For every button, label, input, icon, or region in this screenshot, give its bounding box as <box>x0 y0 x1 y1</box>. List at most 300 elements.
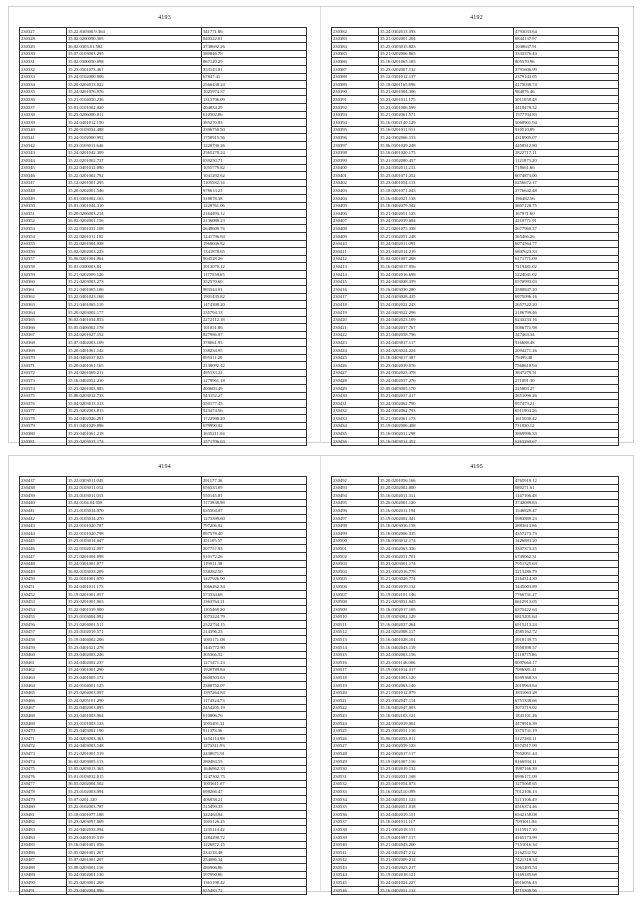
amount-cell: 495133.22 <box>202 369 307 377</box>
code-cell: 35.21.0401065.110 <box>67 301 202 309</box>
table-row <box>332 871 619 879</box>
row-id-cell: 230454 <box>20 606 67 614</box>
amount-cell: 1571706.63 <box>202 438 307 446</box>
code-cell: 35.24.0302023.378 <box>379 369 514 377</box>
amount-cell: 1013070.12 <box>202 263 307 271</box>
code-cell: 35.24.0403028.359 <box>379 278 514 286</box>
code-cell: 35.21.0302009.214 <box>379 856 514 864</box>
row-id-cell: 230500 <box>332 537 379 545</box>
row-id-cell: 230371 <box>20 362 67 370</box>
code-cell: 35.23.0103014.270 <box>67 514 202 522</box>
table-row <box>20 187 307 195</box>
table-row <box>332 636 619 644</box>
table-row <box>332 240 619 248</box>
amount-cell: 910510.89 <box>514 126 619 134</box>
amount-cell: 1275068.65 <box>514 780 619 788</box>
amount-cell: 1273311.93 <box>202 742 307 750</box>
code-cell: 35.24.0302013.593 <box>379 28 514 36</box>
table-row <box>20 871 307 879</box>
table-row <box>332 278 619 286</box>
amount-cell: 7012106.13 <box>514 788 619 796</box>
row-id-cell: 230522 <box>332 704 379 712</box>
row-id-cell: 230507 <box>332 590 379 598</box>
amount-cell: 7766731.27 <box>514 590 619 598</box>
amount-cell: 6516374.46 <box>514 803 619 811</box>
table-row <box>332 689 619 697</box>
row-id-cell: 230519 <box>332 682 379 690</box>
row-id-cell: 230542 <box>332 856 379 864</box>
amount-cell: 6243233.16 <box>514 316 619 324</box>
amount-cell: 3742089.63 <box>514 499 619 507</box>
table-row <box>20 750 307 758</box>
table-row <box>332 849 619 857</box>
row-id-cell: 230361 <box>20 286 67 294</box>
table-row <box>332 583 619 591</box>
amount-cell: 480906.86 <box>202 864 307 872</box>
code-cell: 35.23.0203001.174 <box>379 560 514 568</box>
row-id-cell: 230483 <box>20 826 67 834</box>
amount-cell: 318878.38 <box>202 195 307 203</box>
amount-cell: 597990.86 <box>202 871 307 879</box>
table-row <box>332 179 619 187</box>
row-id-cell: 230355 <box>20 240 67 248</box>
code-cell: 35.21.0302031.168 <box>379 773 514 781</box>
code-cell: 35.01.0301002.163 <box>67 195 202 203</box>
table-row <box>332 803 619 811</box>
table-row <box>332 157 619 165</box>
code-cell: 35.21.0302080.457 <box>379 157 514 165</box>
table-row <box>332 164 619 172</box>
row-id-cell: 230486 <box>20 849 67 857</box>
row-id-cell: 230450 <box>20 575 67 583</box>
table-row <box>20 887 307 895</box>
amount-cell: 4318905.07 <box>514 134 619 142</box>
code-cell: 35.19.0303002.129 <box>379 613 514 621</box>
table-row <box>332 704 619 712</box>
code-cell: 35.24.0402037.276 <box>379 377 514 385</box>
code-cell: 35.16.0202011.311 <box>379 492 514 500</box>
row-id-cell: 230429 <box>332 384 379 392</box>
table-row <box>20 43 307 51</box>
code-cell: 35.18.0301077.188 <box>67 811 202 819</box>
amount-cell: 3073719.02 <box>514 704 619 712</box>
table-row <box>20 803 307 811</box>
row-id-cell: 230537 <box>332 818 379 826</box>
amount-cell: 6574517.99 <box>514 742 619 750</box>
amount-cell: 916688.48 <box>514 339 619 347</box>
code-cell: 35.05.0406002.178 <box>67 324 202 332</box>
code-cell: 35.16.0403014.452 <box>379 438 514 446</box>
amount-cell: 2600503.63 <box>202 674 307 682</box>
row-id-cell: 230531 <box>332 773 379 781</box>
table-row <box>332 271 619 279</box>
table-row <box>20 346 307 354</box>
table-row <box>20 73 307 81</box>
row-id-cell: 230415 <box>332 278 379 286</box>
code-cell: 35.24.0402026.291 <box>67 415 202 423</box>
amount-cell: 538282.50 <box>202 568 307 576</box>
code-cell: 35.22.0303011.045 <box>67 477 202 485</box>
table-row <box>332 590 619 598</box>
amount-cell: 365466.26 <box>514 233 619 241</box>
amount-cell: 1174524.73 <box>202 697 307 705</box>
row-id-cell: 230545 <box>332 879 379 887</box>
amount-cell: 3847279.51 <box>514 369 619 377</box>
code-cell: 35.23.0403002.190 <box>67 727 202 735</box>
table-row <box>20 720 307 728</box>
row-id-cell: 230469 <box>20 720 67 728</box>
code-cell: 35.21.0402043.200 <box>379 841 514 849</box>
amount-cell: 2883613.86 <box>514 522 619 530</box>
row-id-cell: 230424 <box>332 346 379 354</box>
row-id-cell: 230515 <box>332 651 379 659</box>
code-cell: 35.21.0302018.151 <box>379 826 514 834</box>
row-id-cell: 230342 <box>20 141 67 149</box>
amount-cell: 3869996.33 <box>514 430 619 438</box>
code-cell: 35.20.0203002.177 <box>67 308 202 316</box>
row-id-cell: 230373 <box>20 377 67 385</box>
row-id-cell: 230350 <box>20 202 67 210</box>
code-cell: 35.16.0402103.121 <box>379 712 514 720</box>
table-row <box>332 795 619 803</box>
amount-cell: 1315706.09 <box>202 96 307 104</box>
amount-cell: 3169185.68 <box>514 871 619 879</box>
code-cell: 35.22.0102012.097 <box>67 545 202 553</box>
table-row <box>20 499 307 507</box>
row-id-cell: 230501 <box>332 545 379 553</box>
row-id-cell: 230457 <box>20 628 67 636</box>
amount-cell: 341771.86 <box>202 28 307 36</box>
row-id-cell: 230369 <box>20 346 67 354</box>
amount-cell: 1003491.21 <box>202 720 307 728</box>
amount-cell: 1105468.20 <box>202 606 307 614</box>
amount-cell: 1055779.82 <box>202 164 307 172</box>
row-id-cell: 230343 <box>20 149 67 157</box>
table-row <box>20 773 307 781</box>
code-cell: 35.24.0302063.356 <box>379 545 514 553</box>
code-cell: 35.21.0302061.173 <box>379 415 514 423</box>
code-cell: 35.21.0202009.126 <box>67 271 202 279</box>
table-row <box>332 735 619 743</box>
row-id-cell: 230517 <box>332 666 379 674</box>
code-cell: 35.16.0202011.194 <box>379 507 514 515</box>
row-id-cell: 230399 <box>332 157 379 165</box>
amount-cell: 1041292.62 <box>202 172 307 180</box>
amount-cell: 910172.26 <box>202 552 307 560</box>
code-cell: 35.24.0302062.793 <box>379 407 514 415</box>
amount-cell: 2677960.37 <box>514 225 619 233</box>
amount-cell: 1474308.20 <box>202 301 307 309</box>
code-cell: 35.24.0302017.117 <box>379 750 514 758</box>
table-row <box>20 202 307 210</box>
amount-cell: 67847.41 <box>202 73 307 81</box>
row-id-cell: 230405 <box>332 202 379 210</box>
table-row <box>332 674 619 682</box>
code-cell: 35.23.0402019.076 <box>379 362 514 370</box>
amount-cell: 797206.02 <box>202 522 307 530</box>
row-id-cell: 230464 <box>20 682 67 690</box>
code-cell: 35.06.0201004.064 <box>67 255 202 263</box>
table-row <box>20 217 307 225</box>
table-row <box>20 826 307 834</box>
code-cell: 35.21.0201075.338 <box>379 225 514 233</box>
table-row <box>332 407 619 415</box>
table-row <box>332 598 619 606</box>
table-row <box>20 149 307 157</box>
row-id-cell: 230503 <box>332 560 379 568</box>
code-cell: 35.20.0202002.800 <box>379 484 514 492</box>
table-row <box>332 248 619 256</box>
row-id-cell: 230481 <box>20 811 67 819</box>
code-cell: 35.23.0201003.985 <box>67 384 202 392</box>
row-id-cell: 230337 <box>20 103 67 111</box>
table-row <box>20 545 307 553</box>
code-cell: 35.21.0302051.248 <box>379 233 514 241</box>
code-cell: 35.22.0402003.095 <box>67 704 202 712</box>
row-id-cell: 230446 <box>20 545 67 553</box>
row-id-cell: 230388 <box>332 73 379 81</box>
table-row <box>20 856 307 864</box>
code-cell: 35.21.0402037.417 <box>379 392 514 400</box>
table-row <box>20 522 307 530</box>
amount-cell: 353143.81 <box>202 65 307 73</box>
table-row <box>20 324 307 332</box>
table-row <box>20 613 307 621</box>
table-row <box>332 339 619 347</box>
row-id-cell: 230328 <box>20 35 67 43</box>
row-id-cell: 230492 <box>332 477 379 485</box>
row-id-cell: 230391 <box>332 96 379 104</box>
table-row <box>332 293 619 301</box>
spread-bottom <box>8 455 634 892</box>
table-row <box>20 233 307 241</box>
amount-cell: 957473.21 <box>514 400 619 408</box>
table-row <box>20 65 307 73</box>
amount-cell: 3011058.48 <box>514 96 619 104</box>
amount-cell: 351105.57 <box>202 537 307 545</box>
code-cell: 35.22.0102003.787 <box>67 803 202 811</box>
amount-cell: 1003126.25 <box>202 818 307 826</box>
row-id-cell: 230441 <box>20 507 67 515</box>
code-cell: 35.24.0201042.309 <box>67 149 202 157</box>
row-id-cell: 230525 <box>332 727 379 735</box>
row-id-cell: 230490 <box>20 879 67 887</box>
table-row <box>332 73 619 81</box>
row-id-cell: 230422 <box>332 331 379 339</box>
row-id-cell: 230453 <box>20 598 67 606</box>
table-row <box>20 697 307 705</box>
table-row <box>20 331 307 339</box>
code-cell: 35.24.0302019.132 <box>379 583 514 591</box>
row-id-cell: 230334 <box>20 81 67 89</box>
amount-cell: 5445003.89 <box>514 583 619 591</box>
amount-cell: 4793033.64 <box>514 28 619 36</box>
amount-cell: 167871.60 <box>514 210 619 218</box>
row-id-cell: 230402 <box>332 179 379 187</box>
amount-cell: 923474.56 <box>202 407 307 415</box>
table-row <box>20 263 307 271</box>
code-cell: 35.24.0302019.002 <box>379 720 514 728</box>
table-row <box>332 316 619 324</box>
table-row <box>20 492 307 500</box>
code-cell: 35.01.0301044.310 <box>67 202 202 210</box>
code-cell: 35.23.0102019.571 <box>67 628 202 636</box>
row-id-cell: 230534 <box>332 795 379 803</box>
code-cell: 36.02.0103033.209 <box>67 568 202 576</box>
row-id-cell: 230524 <box>332 720 379 728</box>
row-id-cell: 230412 <box>332 255 379 263</box>
code-cell: 35.23.0201011.175 <box>379 96 514 104</box>
code-cell: 35.09.0403005.170 <box>379 384 514 392</box>
row-id-cell: 230331 <box>20 58 67 66</box>
row-id-cell: 230473 <box>20 750 67 758</box>
table-row <box>20 392 307 400</box>
table-row <box>332 621 619 629</box>
table-row <box>20 636 307 644</box>
code-cell: 35.16.0401028.101 <box>379 636 514 644</box>
code-cell: 35.16.0402079.342 <box>379 202 514 210</box>
row-id-cell: 230530 <box>332 765 379 773</box>
row-id-cell: 230346 <box>20 172 67 180</box>
code-cell: 35.24.0402047.212 <box>379 849 514 857</box>
code-cell: 35.22.0101020.787 <box>67 522 202 530</box>
code-cell: 35.25.0303015.823 <box>379 43 514 51</box>
table-row <box>332 613 619 621</box>
row-id-cell: 230494 <box>332 492 379 500</box>
amount-cell: 1722998.20 <box>202 415 307 423</box>
amount-cell: 610806.76 <box>202 712 307 720</box>
amount-cell: 610502.86 <box>202 111 307 119</box>
row-id-cell: 230421 <box>332 324 379 332</box>
table-row <box>20 430 307 438</box>
code-cell: 35.16.0402047.003 <box>379 704 514 712</box>
row-id-cell: 230533 <box>332 788 379 796</box>
code-cell: 35.19.0404002.206 <box>67 636 202 644</box>
row-id-cell: 230498 <box>332 522 379 530</box>
code-cell: 35.22.0101001.070 <box>67 575 202 583</box>
code-cell: 35.16.0203016.158 <box>379 522 514 530</box>
amount-cell: 911373.36 <box>202 727 307 735</box>
amount-cell: 7951325.63 <box>514 560 619 568</box>
code-cell: 35.24.0301001.077 <box>67 560 202 568</box>
code-cell: 35.24.0402051.123 <box>379 795 514 803</box>
code-cell: 35.16.0402037.264 <box>379 621 514 629</box>
row-id-cell: 230354 <box>20 233 67 241</box>
code-cell: 35.16.0403017.387 <box>379 354 514 362</box>
code-cell: 35.23.0101003.123 <box>67 720 202 728</box>
row-id-cell: 230362 <box>20 293 67 301</box>
amount-cell: 196482.56 <box>514 195 619 203</box>
amount-cell: 280484.55 <box>202 757 307 765</box>
code-cell: 35.23.0401061.218 <box>67 430 202 438</box>
code-cell: 35.19.0401007.116 <box>379 757 514 765</box>
row-id-cell: 230499 <box>332 530 379 538</box>
code-cell: 35.23.0103011.013 <box>67 492 202 500</box>
code-cell: 35.22.0101020.798 <box>67 530 202 538</box>
amount-cell: 1901435.82 <box>202 293 307 301</box>
row-id-cell: 230508 <box>332 598 379 606</box>
amount-cell: 2565278.24 <box>202 149 307 157</box>
table-row <box>20 377 307 385</box>
table-row <box>332 720 619 728</box>
code-cell: 35.24.0302066.153 <box>379 134 514 142</box>
table-row <box>20 704 307 712</box>
amount-cell: 2396750.50 <box>202 126 307 134</box>
row-id-cell: 230378 <box>20 415 67 423</box>
table-row <box>20 552 307 560</box>
table-row <box>20 301 307 309</box>
table-row <box>20 621 307 629</box>
row-id-cell: 230339 <box>20 119 67 127</box>
code-cell: 35.01.0401029.096 <box>67 422 202 430</box>
code-cell: 35.23.0401054.113 <box>379 179 514 187</box>
table-row <box>20 422 307 430</box>
amount-cell: 6807623.33 <box>514 248 619 256</box>
table-row <box>332 568 619 576</box>
code-cell: 35.22.830300.9.364 <box>67 28 202 36</box>
amount-cell: 322464.84 <box>202 811 307 819</box>
code-cell: 35.23.0401003.064 <box>67 712 202 720</box>
table-row <box>20 255 307 263</box>
amount-cell: 6375422.64 <box>514 606 619 614</box>
code-cell: 35.23.0202003.815 <box>67 407 202 415</box>
row-id-cell: 230377 <box>20 407 67 415</box>
amount-cell: 315499.35 <box>202 803 307 811</box>
data-table <box>331 476 619 895</box>
row-id-cell: 230512 <box>332 628 379 636</box>
table-row <box>20 88 307 96</box>
table-row <box>20 308 307 316</box>
row-id-cell: 230460 <box>20 651 67 659</box>
amount-cell: 6074564.77 <box>514 240 619 248</box>
amount-cell: 7568618.94 <box>514 362 619 370</box>
amount-cell: 7421318.34 <box>514 856 619 864</box>
table-row <box>332 430 619 438</box>
row-id-cell: 230455 <box>20 613 67 621</box>
table-row <box>20 682 307 690</box>
code-cell: 35.20.0401061.165 <box>67 362 202 370</box>
code-cell: 35.16.0302011.298 <box>379 430 514 438</box>
row-id-cell: 230475 <box>20 765 67 773</box>
row-id-cell: 230407 <box>332 217 379 225</box>
table-row <box>332 172 619 180</box>
row-id-cell: 230461 <box>20 659 67 667</box>
amount-cell: 254086.34 <box>202 856 307 864</box>
table-row <box>20 833 307 841</box>
amount-cell: 839250.71 <box>202 157 307 165</box>
amount-cell: 234118.48 <box>202 849 307 857</box>
amount-cell: 805570.96 <box>514 58 619 66</box>
code-cell: 35.04.0402037.025 <box>67 354 202 362</box>
code-cell: 35.22.0103011.012 <box>67 484 202 492</box>
code-cell: 35.07.0201001.207 <box>67 856 202 864</box>
code-cell: 35.24.0403022.296 <box>379 308 514 316</box>
row-id-cell: 230459 <box>20 644 67 652</box>
page-number: 4192 <box>470 15 483 21</box>
row-id-cell: 230456 <box>20 621 67 629</box>
table-row <box>20 628 307 636</box>
row-id-cell: 230539 <box>332 833 379 841</box>
row-id-cell: 230364 <box>20 308 67 316</box>
code-cell: 35.24.0102000.906 <box>67 73 202 81</box>
code-cell: 35.16.0201011.911 <box>379 126 514 134</box>
code-cell: 35.16.0402021.138 <box>379 195 514 203</box>
table-row <box>332 628 619 636</box>
row-id-cell: 230491 <box>20 887 67 895</box>
table-row <box>20 400 307 408</box>
row-id-cell: 230532 <box>332 780 379 788</box>
table-row <box>20 369 307 377</box>
